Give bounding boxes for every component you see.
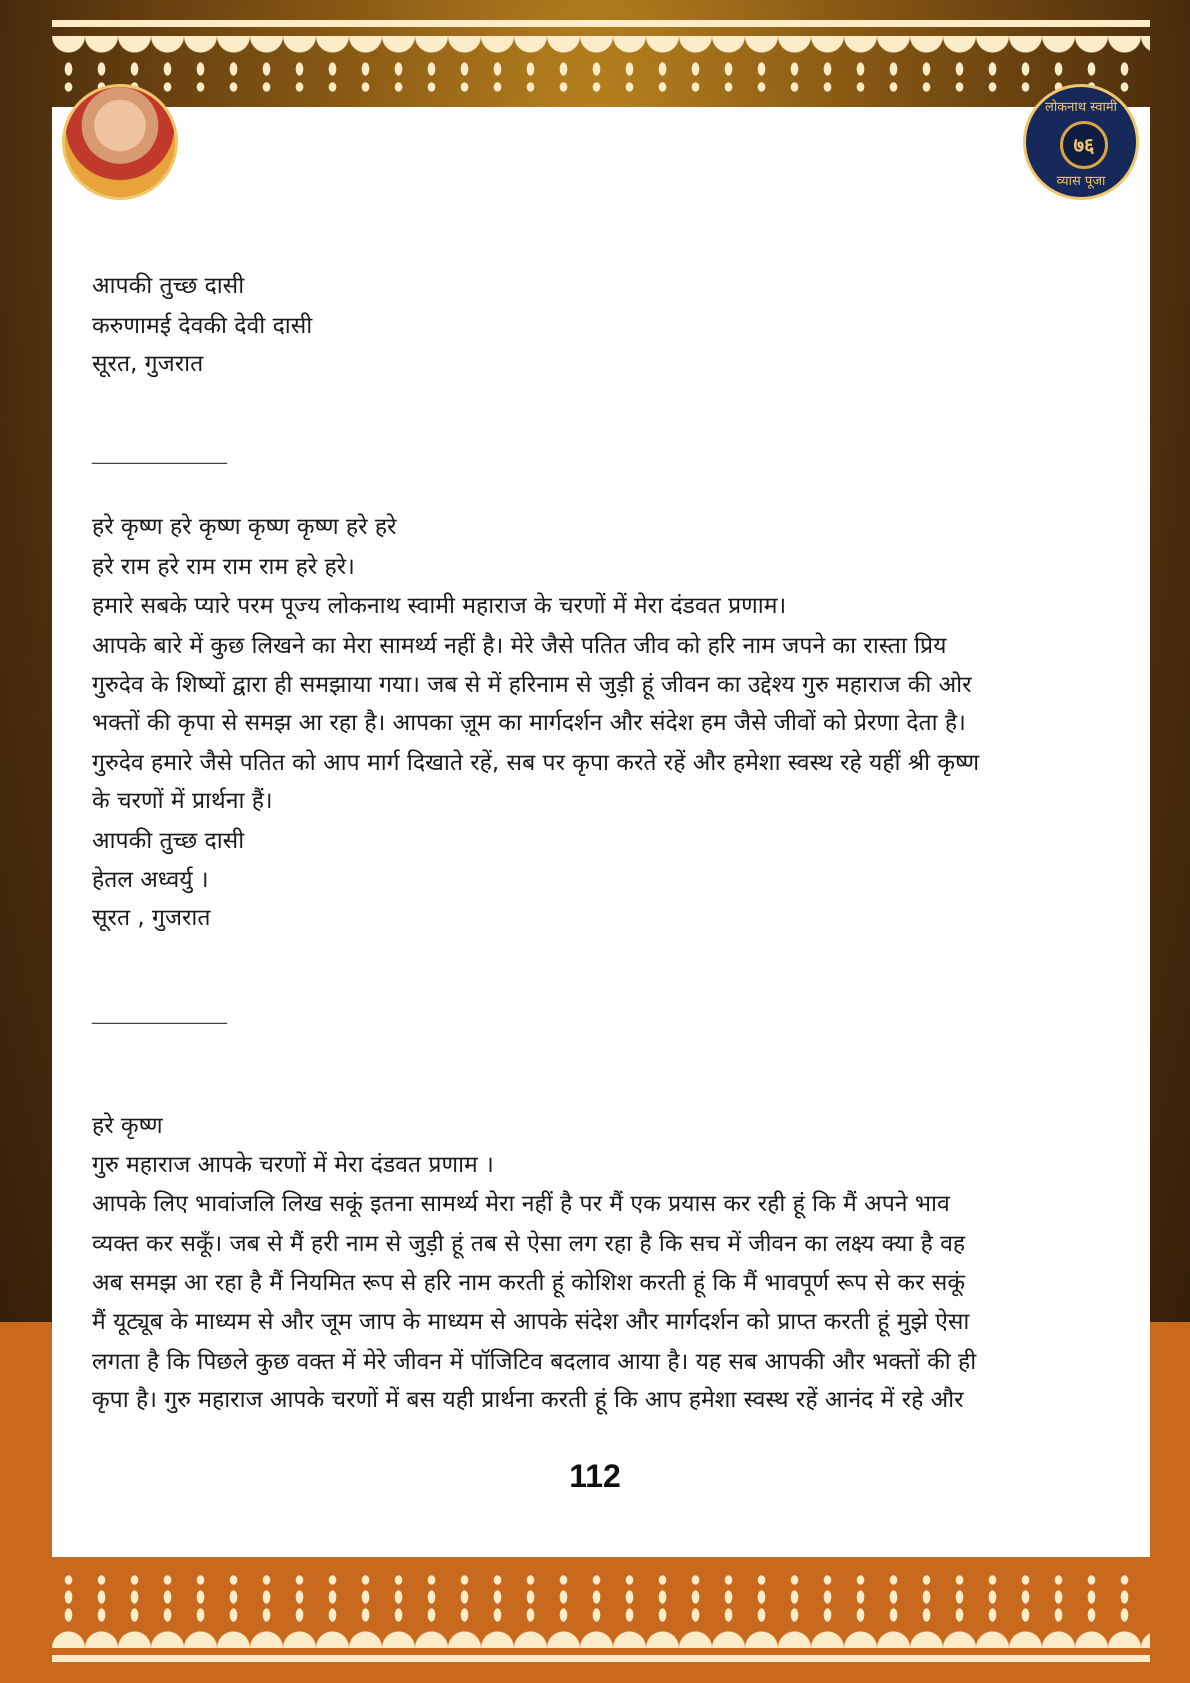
text-line: करुणामई देवकी देवी दासी	[92, 313, 313, 339]
seal-top-text: लोकनाथ स्वामी	[1045, 100, 1117, 115]
text-line: आपकी तुच्छ दासी	[92, 273, 245, 299]
text-line: कृपा है। गुरु महाराज आपके चरणों में बस यही प्रार्थना करती हूं कि आप हमेशा स्वस्थ रहें आनंद में रहे और	[92, 1387, 964, 1413]
seal-bottom-text: व्यास पूजा	[1056, 174, 1106, 189]
text-line: हरे कृष्ण हरे कृष्ण कृष्ण कृष्ण हरे हरे	[92, 514, 397, 540]
bottom-dot-row	[52, 1575, 1150, 1585]
separator: _______________	[92, 1004, 227, 1025]
separator: _______________	[92, 444, 227, 465]
text-line: मैं यूट्यूब के माध्यम से और जूम जाप के माध्यम से आपके संदेश और मार्गदर्शन को प्राप्त करती हूं मुझे ऐसा	[92, 1309, 970, 1335]
top-dot-row	[52, 82, 1150, 92]
text-line: हमारे सबके प्यारे परम पूज्य लोकनाथ स्वामी महाराज के चरणों में मेरा दंडवत प्रणाम।	[92, 593, 787, 619]
text-line: हरे कृष्ण	[92, 1113, 163, 1139]
text-line: हरे राम हरे राम राम राम हरे हरे।	[92, 554, 355, 580]
seal-number: ७६	[1060, 121, 1108, 169]
text-line: आपके बारे में कुछ लिखने का मेरा सामर्थ्य नहीं है। मेरे जैसे पतित जीव को हरि नाम जपने का रास्ता प्रिय	[92, 633, 947, 659]
page-number: 112	[569, 1458, 621, 1494]
text-line: गुरुदेव हमारे जैसे पतित को आप मार्ग दिखाते रहें, सब पर कृपा करते रहें और हमेशा स्वस्थ रहे यहीं श्री कृष्ण	[92, 750, 980, 776]
text-line: सूरत, गुजरात	[92, 351, 204, 377]
text-line: भक्तों की कृपा से समझ आ रहा है। आपका ज़ूम का मार्गदर्शन और संदेश हम जैसे जीवों को प्रेरणा देता है।	[92, 710, 966, 736]
text-line: के चरणों में प्रार्थना हैं।	[92, 788, 273, 814]
bottom-border-bar	[52, 1655, 1150, 1662]
top-dot-row	[52, 62, 1150, 76]
text-line: गुरु महाराज आपके चरणों में मेरा दंडवत प्रणाम ।	[92, 1152, 494, 1178]
vyasa-puja-seal-logo	[1023, 84, 1139, 200]
text-line: अब समझ आ रहा है मैं नियमित रूप से हरि नाम करती हूं कोशिश करती हूं कि मैं भावपूर्ण रूप से कर सकूं	[92, 1270, 966, 1296]
text-line: गुरुदेव के शिष्यों द्वारा ही समझाया गया। जब से में हरिनाम से जुड़ी हूं जीवन का उद्देश्य गुरु महाराज की ओर	[92, 672, 972, 698]
top-scallop-border	[52, 36, 1150, 60]
text-line: लगता है कि पिछले कुछ वक्त में मेरे जीवन में पॉजिटिव बदलाव आया है। यह सब आपकी और भक्तों की ही	[92, 1349, 977, 1375]
text-line: व्यक्त कर सकूँ। जब से मैं हरी नाम से जुड़ी हूं तब से ऐसा लग रहा है कि सच में जीवन का लक्ष्य क्या है वह	[92, 1231, 966, 1257]
text-line: हेतल अध्वर्यु ।	[92, 867, 209, 893]
text-line: आपके लिए भावांजलि लिख सकूं इतना सामर्थ्य मेरा नहीं है पर मैं एक प्रयास कर रही हूं कि मैं अपने भाव	[92, 1191, 950, 1217]
guru-portrait-image	[62, 84, 178, 200]
top-border-bar	[52, 20, 1150, 27]
text-line: सूरत , गुजरात	[92, 905, 211, 931]
text-line: आपकी तुच्छ दासी	[92, 828, 245, 854]
bottom-dot-row	[52, 1608, 1150, 1622]
bottom-dot-row	[52, 1590, 1150, 1604]
bottom-scallop-border	[52, 1624, 1150, 1648]
